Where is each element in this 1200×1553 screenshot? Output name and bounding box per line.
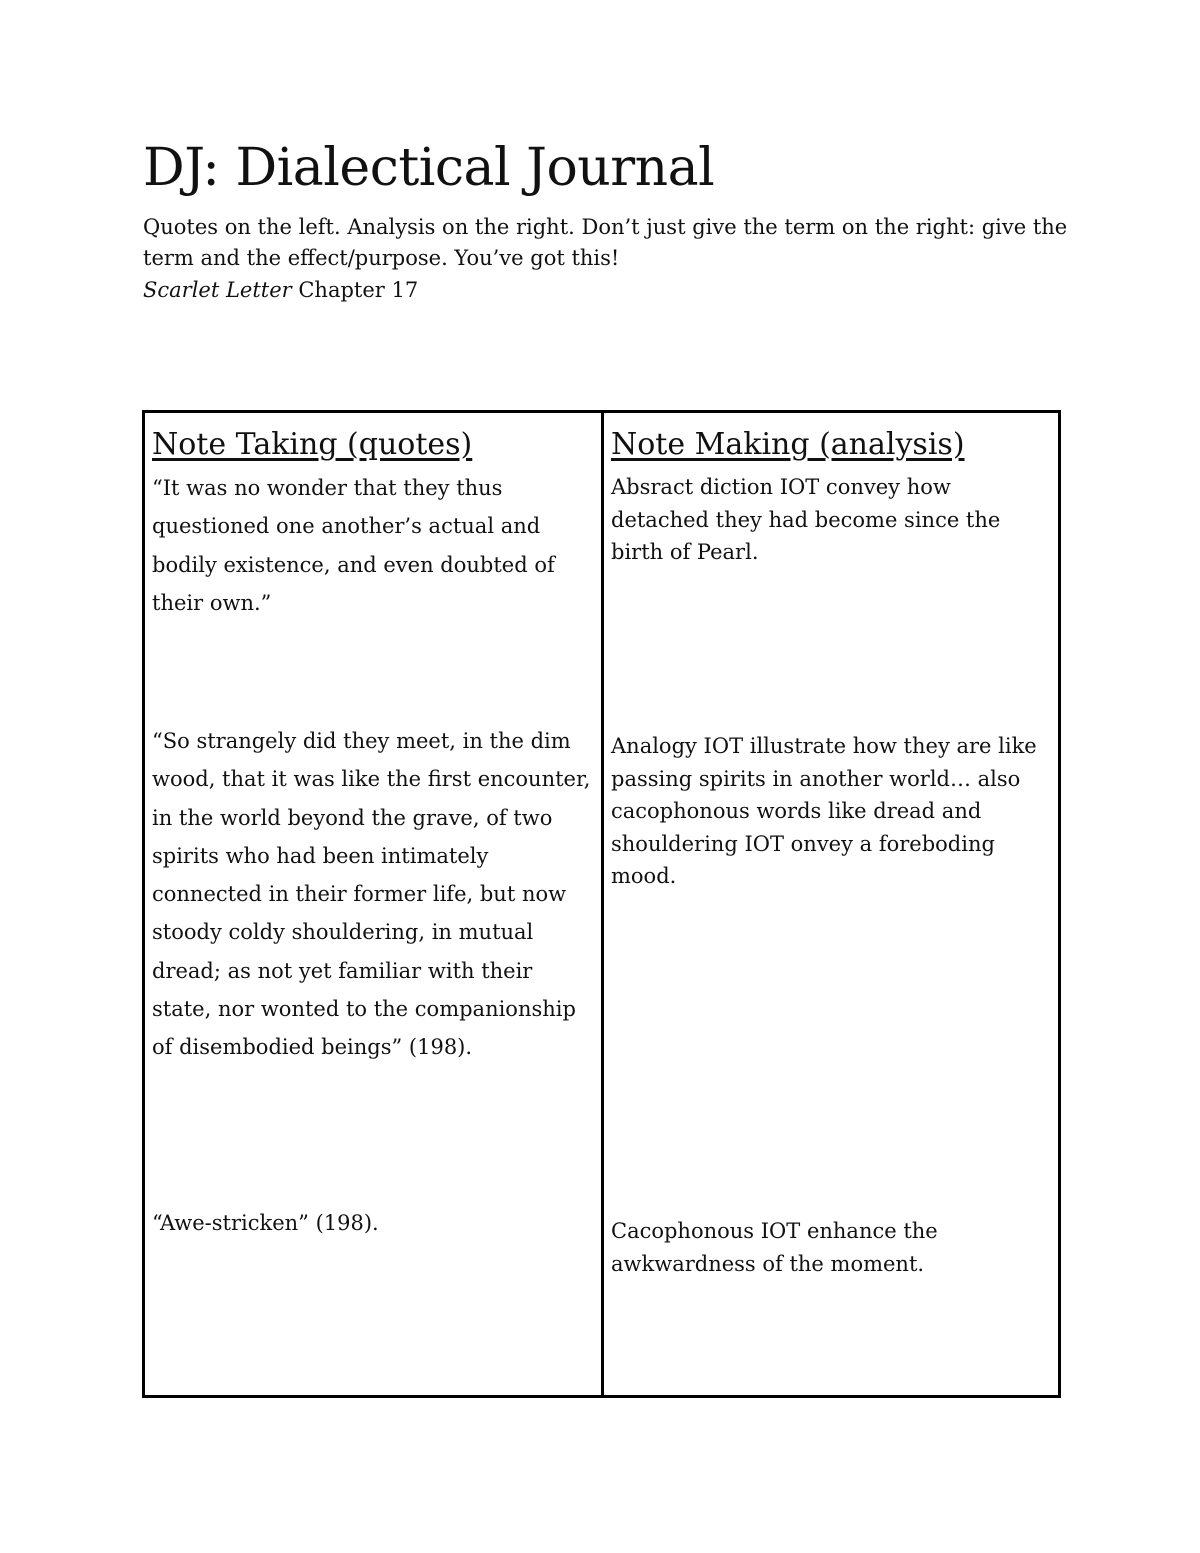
note-making-header: Note Making (analysis) (611, 427, 965, 462)
note-taking-header: Note Taking (quotes) (152, 427, 473, 462)
quote-entry-2: “So strangely did they meet, in the dim wood, that it was like the first encounter, in the world beyond the grave, of two spirits who had been intimately connected in their former life, but now stoody coldy shouldering, in mutual dread; as not yet familiar with their state, nor wonted to the companionship of disembodied beings” (198). (152, 729, 591, 1060)
chapter-label: Chapter 17 (291, 278, 419, 302)
note-making-column (604, 413, 1058, 1395)
dialectical-journal-table (142, 410, 1061, 1398)
quote-entry-1: “It was no wonder that they thus questioned one another’s actual and bodily existence, and even doubted of their own.” (152, 476, 555, 615)
chapter-subtitle (143, 275, 418, 306)
book-title: Scarlet Letter (143, 278, 292, 302)
instructions-text: Quotes on the left. Analysis on the right. Don’t just give the term on the right: give the term and the effect/purpose. You’ve got this! (143, 215, 1068, 270)
page-title: DJ: Dialectical Journal (143, 138, 715, 198)
quote-entry-3: “Awe-stricken” (198). (152, 1211, 379, 1235)
analysis-entry-2: Analogy IOT illustrate how they are like passing spirits in another world… also cacophonous words like dread and shouldering IOT onvey a foreboding mood. (611, 734, 1037, 889)
analysis-entry-1: Absract diction IOT convey how detached they had become since the birth of Pearl. (611, 475, 1001, 565)
analysis-entry-3: Cacophonous IOT enhance the awkwardness of the moment. (611, 1219, 938, 1276)
note-taking-column (145, 413, 604, 1395)
